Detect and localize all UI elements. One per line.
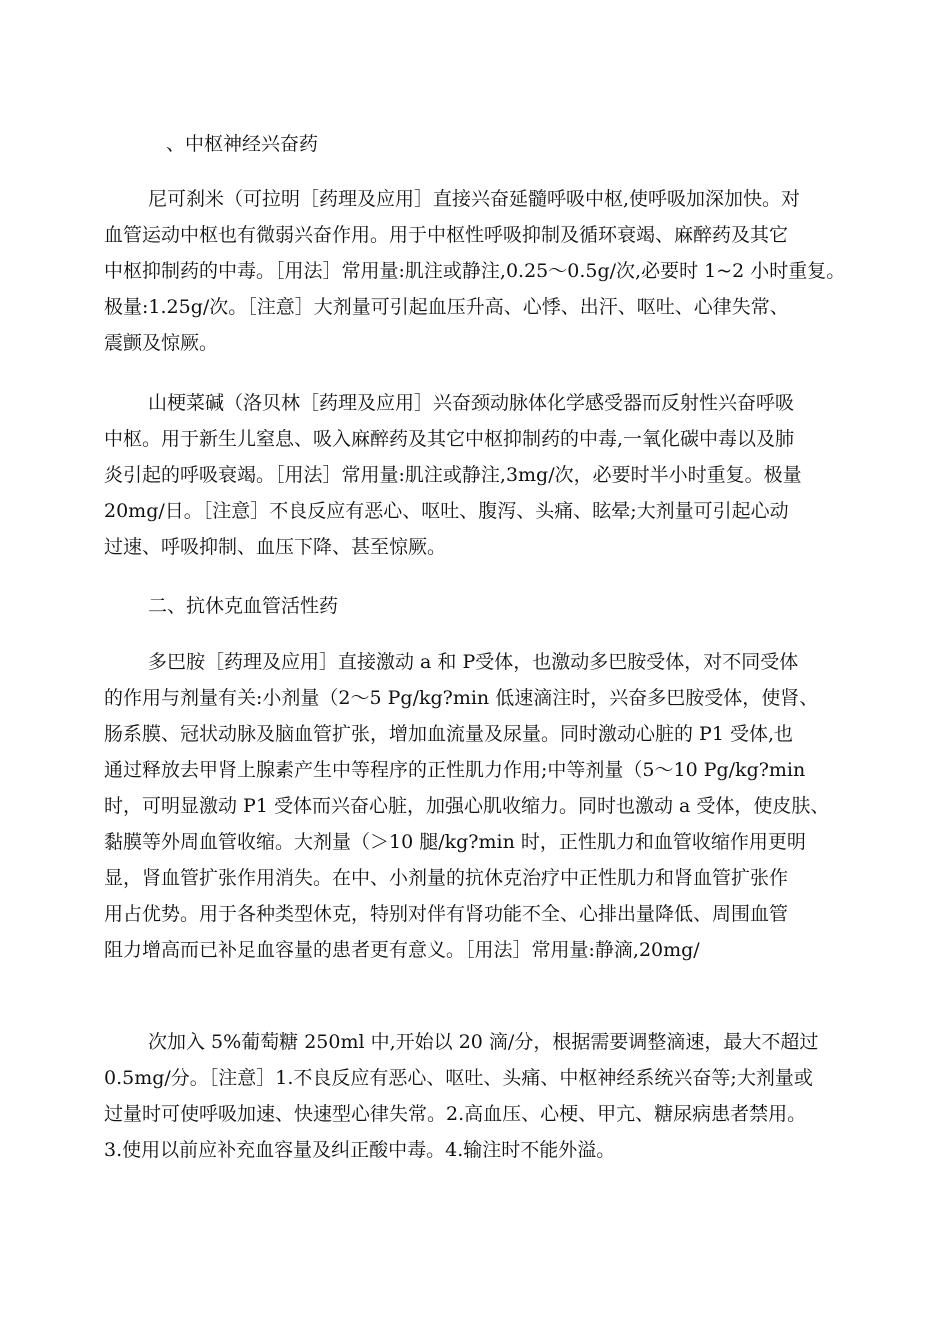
paragraph-line: 山梗菜碱（洛贝林［药理及应用］兴奋颈动脉体化学感受器而反射性兴奋呼吸 <box>148 392 795 414</box>
paragraph-line: 时，可明显激动 P1 受体而兴奋心脏，加强心肌收缩力。同时也激动 a 受体，使皮肤、 <box>104 795 830 817</box>
paragraph-line: 阻力增高而已补足血容量的患者更有意义。［用法］常用量:静滴,20mg/ <box>104 939 700 961</box>
paragraph-line: 过速、呼吸抑制、血压下降、甚至惊厥。 <box>104 536 447 558</box>
paragraph-line: 中枢抑制药的中毒。［用法］常用量:肌注或静注,0.25〜0.5g/次,必要时 1~2 小时重复。 <box>104 260 846 282</box>
paragraph-line: 尼可刹米（可拉明［药理及应用］直接兴奋延髓呼吸中枢,使呼吸加深加快。对 <box>148 188 801 210</box>
paragraph-line: 次加入 5%葡萄糖 250ml 中,开始以 20 滴/分，根据需要调整滴速，最大不超过 <box>148 1031 819 1053</box>
section-heading: 二、抗休克血管活性药 <box>148 595 339 617</box>
paragraph-line: 肠系膜、冠状动脉及脑血管扩张，增加血流量及尿量。同时激动心脏的 P1 受体,也 <box>104 723 793 745</box>
paragraph-line: 20mg/日。［注意］不良反应有恶心、呕吐、腹泻、头痛、眩晕;大剂量可引起心动 <box>104 500 789 522</box>
paragraph-line: 中枢。用于新生儿窒息、吸入麻醉药及其它中枢抑制药的中毒,一氧化碳中毒以及肺 <box>104 428 795 450</box>
paragraph-line: 炎引起的呼吸衰竭。［用法］常用量:肌注或静注,3mg/次，必要时半小时重复。极量 <box>104 464 802 486</box>
paragraph-line: 血管运动中枢也有微弱兴奋作用。用于中枢性呼吸抑制及循环衰竭、麻醉药及其它 <box>104 224 789 246</box>
paragraph-line: 震颤及惊厥。 <box>104 332 219 354</box>
paragraph-line: 的作用与剂量有关:小剂量（2〜5 Pg/kg?min 低速滴注时，兴奋多巴胺受体，使肾、 <box>104 687 819 709</box>
paragraph-line: 用占优势。用于各种类型休克，特别对伴有肾功能不全、心排出量降低、周围血管 <box>104 903 789 925</box>
paragraph-line: 极量:1.25g/次。［注意］大剂量可引起血压升高、心悸、出汗、呕吐、心律失常、 <box>104 296 789 318</box>
paragraph-line: 过量时可使呼吸加速、快速型心律失常。2.高血压、心梗、甲亢、糖尿病患者禁用。 <box>104 1103 807 1125</box>
paragraph-line: 3.使用以前应补充血容量及纠正酸中毒。4.输注时不能外溢。 <box>104 1139 616 1161</box>
paragraph-line: 多巴胺［药理及应用］直接激动 a 和 P受体，也激动多巴胺受体，对不同受体 <box>148 651 799 673</box>
paragraph-line: 通过释放去甲肾上腺素产生中等程序的正性肌力作用;中等剂量（5〜10 Pg/kg?min <box>104 759 806 781</box>
paragraph-line: 0.5mg/分。［注意］1.不良反应有恶心、呕吐、头痛、中枢神经系统兴奋等;大剂量或 <box>104 1067 813 1089</box>
paragraph-line: 黏膜等外周血管收缩。大剂量（＞10 腿/kg?min 时，正性肌力和血管收缩作用更明 <box>104 831 806 853</box>
paragraph-line: 显，肾血管扩张作用消失。在中、小剂量的抗休克治疗中正性肌力和肾血管扩张作 <box>104 867 789 889</box>
section-heading: 、中枢神经兴奋药 <box>166 133 319 155</box>
